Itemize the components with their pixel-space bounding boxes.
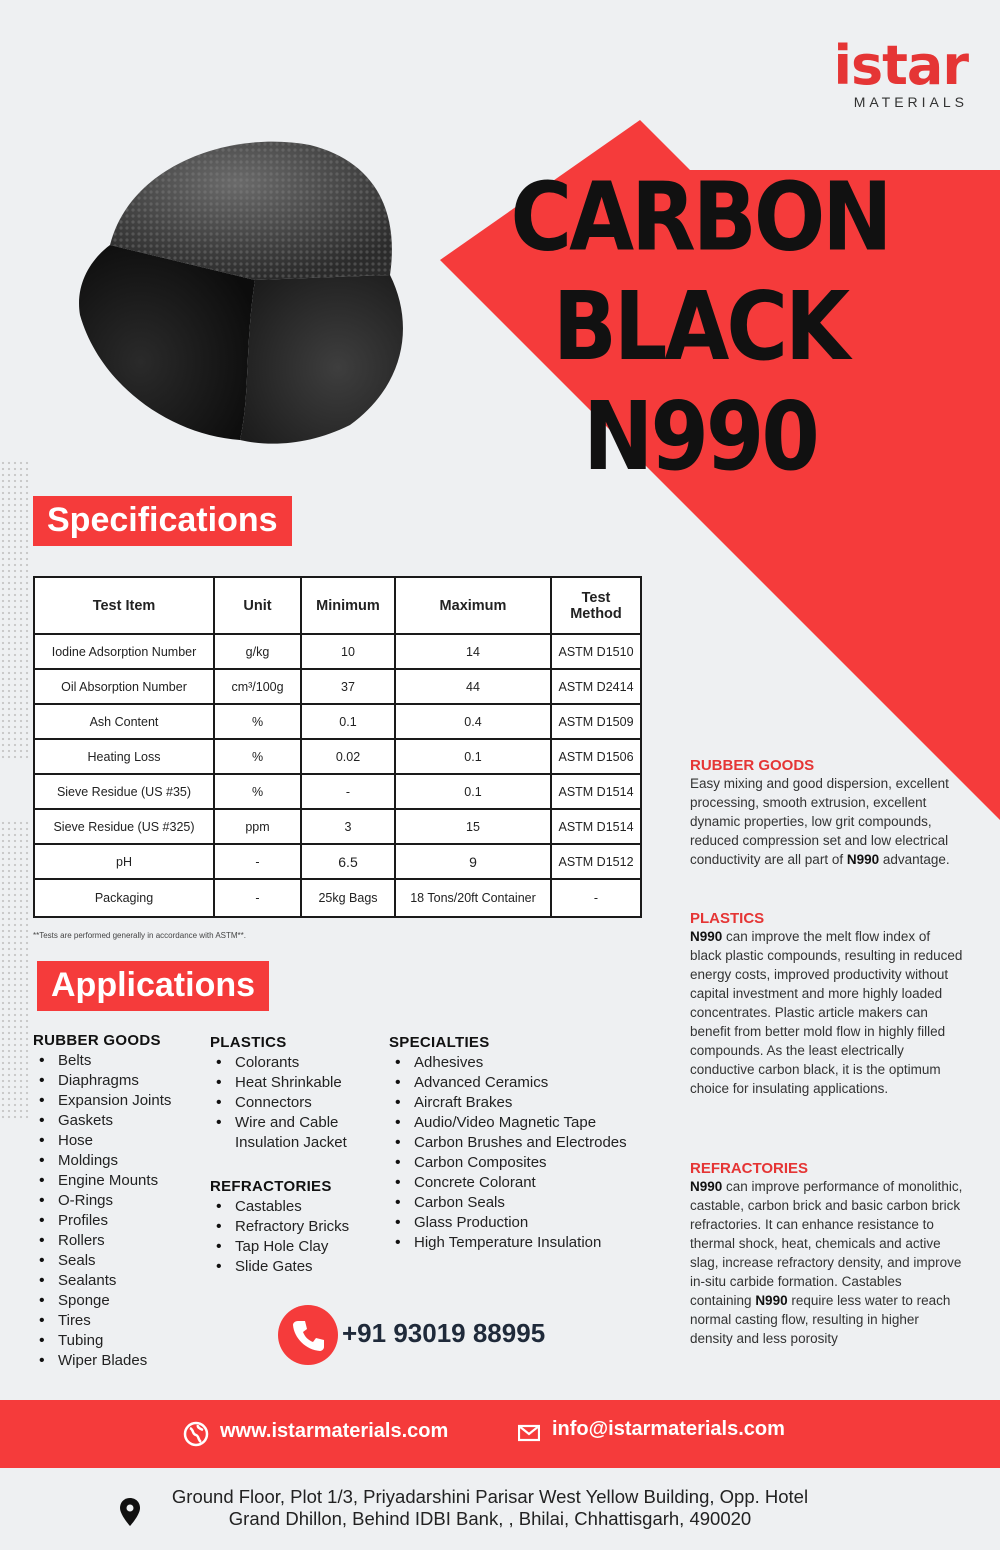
table-cell: 0.1	[395, 774, 551, 809]
table-cell: ASTM D1506	[551, 739, 641, 774]
table-cell: 0.1	[395, 739, 551, 774]
table-cell: Oil Absorption Number	[34, 669, 214, 704]
table-cell: ppm	[214, 809, 301, 844]
refractories-desc-text: N990 can improve performance of monolithic, castable, carbon brick and basic carbon brick refractories. It can enhance resistance to thermal shock, heat, chemicals and active slag, increase refractory density, and improve in-situ carbide formation. Castables containing N990 require less water to reach normal casting flow, resulting in higher density and less porosity	[690, 1179, 963, 1346]
astm-note: **Tests are performed generally in accordance with ASTM**.	[33, 931, 246, 940]
list-item: • Wire and Cable Insulation Jacket	[210, 1113, 380, 1153]
refractories-list	[210, 1178, 380, 1277]
globe-icon	[183, 1421, 209, 1447]
table-cell: -	[301, 774, 395, 809]
list-item: • Adhesives	[389, 1053, 649, 1073]
table-cell: %	[214, 774, 301, 809]
table-cell: 18 Tons/20ft Container	[395, 879, 551, 917]
specifications-heading: Specifications	[33, 496, 292, 546]
refractories-heading: REFRACTORIES	[210, 1178, 332, 1195]
table-row	[34, 704, 641, 739]
table-cell: pH	[34, 844, 214, 879]
list-item: • High Temperature Insulation	[389, 1233, 649, 1253]
column-header: Minimum	[301, 577, 395, 634]
address-line-2: Grand Dhillon, Behind IDBI Bank, , Bhilai, Chhattisgarh, 490020	[228, 1508, 752, 1529]
refractories-description	[690, 1160, 965, 1348]
rubber-goods-list	[33, 1032, 203, 1371]
table-cell: Sieve Residue (US #35)	[34, 774, 214, 809]
email-link[interactable]: info@istarmaterials.com	[552, 1418, 785, 1440]
table-cell: 44	[395, 669, 551, 704]
table-cell: 9	[395, 844, 551, 879]
plastics-list	[210, 1034, 380, 1153]
list-item: • O-Rings	[33, 1191, 203, 1211]
table-row	[34, 669, 641, 704]
dot-pattern	[0, 820, 30, 1120]
table-row	[34, 739, 641, 774]
table-header-row	[34, 577, 641, 634]
list-item: • Rollers	[33, 1231, 203, 1251]
table-cell: -	[214, 844, 301, 879]
list-item: • Carbon Seals	[389, 1193, 649, 1213]
table-row	[34, 879, 641, 917]
table-cell: 0.02	[301, 739, 395, 774]
table-cell: Ash Content	[34, 704, 214, 739]
rubber-goods-desc-text: Easy mixing and good dispersion, excellent processing, smooth extrusion, excellent dynamic properties, low grit compounds, reduced compression set and low electrical conductivity are all part of N990 advantage.	[690, 776, 950, 867]
table-cell: ASTM D1514	[551, 809, 641, 844]
table-cell: ASTM D2414	[551, 669, 641, 704]
logo-text: istar	[833, 34, 968, 97]
list-item: • Aircraft Brakes	[389, 1093, 649, 1113]
table-cell: 37	[301, 669, 395, 704]
list-item: • Engine Mounts	[33, 1171, 203, 1191]
list-item: • Glass Production	[389, 1213, 649, 1233]
table-cell: 3	[301, 809, 395, 844]
list-item: • Connectors	[210, 1093, 380, 1113]
list-item: • Sponge	[33, 1291, 203, 1311]
address	[130, 1486, 850, 1530]
plastics-description	[690, 910, 965, 1098]
column-header: Maximum	[395, 577, 551, 634]
dot-pattern	[0, 460, 30, 760]
table-cell: 6.5	[301, 844, 395, 879]
list-item: • Tires	[33, 1311, 203, 1331]
specialties-heading: SPECIALTIES	[389, 1034, 490, 1051]
footer-contact-bar	[0, 1400, 1000, 1468]
list-item: • Heat Shrinkable	[210, 1073, 380, 1093]
list-item: • Concrete Colorant	[389, 1173, 649, 1193]
table-cell: ASTM D1509	[551, 704, 641, 739]
phone-icon[interactable]	[278, 1305, 338, 1365]
applications-heading: Applications	[37, 961, 269, 1011]
title-line-1: CARBON BLACK	[510, 162, 890, 382]
list-item: • Colorants	[210, 1053, 380, 1073]
table-cell: cm³/100g	[214, 669, 301, 704]
table-cell: 10	[301, 634, 395, 669]
specialties-list	[389, 1034, 649, 1253]
rubber-goods-desc-heading: RUBBER GOODS	[690, 757, 815, 774]
specifications-table	[33, 576, 642, 918]
table-cell: g/kg	[214, 634, 301, 669]
list-item: • Belts	[33, 1051, 203, 1071]
table-row	[34, 774, 641, 809]
table-cell: Heating Loss	[34, 739, 214, 774]
logo-subtext: MATERIALS	[853, 94, 968, 110]
list-item: • Castables	[210, 1197, 380, 1217]
list-item: • Audio/Video Magnetic Tape	[389, 1113, 649, 1133]
plastics-desc-heading: PLASTICS	[690, 910, 765, 927]
list-item: • Expansion Joints	[33, 1091, 203, 1111]
table-cell: Packaging	[34, 879, 214, 917]
list-item: • Hose	[33, 1131, 203, 1151]
list-item: • Moldings	[33, 1151, 203, 1171]
address-line-1: Ground Floor, Plot 1/3, Priyadarshini Parisar West Yellow Building, Opp. Hotel	[171, 1486, 809, 1507]
table-cell: ASTM D1514	[551, 774, 641, 809]
mail-icon	[518, 1424, 540, 1442]
list-item: • Advanced Ceramics	[389, 1073, 649, 1093]
list-item: • Tap Hole Clay	[210, 1237, 380, 1257]
table-cell: Sieve Residue (US #325)	[34, 809, 214, 844]
list-item: • Diaphragms	[33, 1071, 203, 1091]
rubber-goods-description	[690, 757, 965, 869]
column-header: Unit	[214, 577, 301, 634]
list-item: • Carbon Brushes and Electrodes	[389, 1133, 649, 1153]
refractories-desc-heading: REFRACTORIES	[690, 1160, 809, 1177]
title-line-2: N990	[583, 381, 817, 492]
list-item: • Tubing	[33, 1331, 203, 1351]
table-cell: %	[214, 704, 301, 739]
website-link[interactable]: www.istarmaterials.com	[220, 1420, 449, 1442]
table-cell: %	[214, 739, 301, 774]
phone-number[interactable]: +91 93019 88995	[342, 1318, 546, 1348]
list-item: • Carbon Composites	[389, 1153, 649, 1173]
table-cell: 0.4	[395, 704, 551, 739]
table-row	[34, 809, 641, 844]
list-item: • Profiles	[33, 1211, 203, 1231]
column-header: Test Method	[551, 577, 641, 634]
list-item: • Wiper Blades	[33, 1351, 203, 1371]
plastics-heading: PLASTICS	[210, 1034, 287, 1051]
table-cell: -	[551, 879, 641, 917]
table-row	[34, 634, 641, 669]
list-item: • Refractory Bricks	[210, 1217, 380, 1237]
table-cell: 14	[395, 634, 551, 669]
list-item: • Seals	[33, 1251, 203, 1271]
table-cell: 25kg Bags	[301, 879, 395, 917]
list-item: • Slide Gates	[210, 1257, 380, 1277]
list-item: • Sealants	[33, 1271, 203, 1291]
table-cell: 0.1	[301, 704, 395, 739]
table-cell: ASTM D1510	[551, 634, 641, 669]
product-title	[420, 162, 980, 491]
table-cell: ASTM D1512	[551, 844, 641, 879]
table-row	[34, 844, 641, 879]
carbon-black-powder-image	[70, 135, 420, 455]
plastics-desc-text: N990 can improve the melt flow index of black plastic compounds, resulting in reduced energy costs, improved productivity without capital investment and more highly loaded concentrates. Plastic article makers can benefit from better mold flow in highly filled compounds. As the least electrically conductive carbon black, it is the optimum choice for insulating applications.	[690, 929, 963, 1096]
column-header: Test Item	[34, 577, 214, 634]
table-cell: Iodine Adsorption Number	[34, 634, 214, 669]
table-cell: 15	[395, 809, 551, 844]
list-item: • Gaskets	[33, 1111, 203, 1131]
rubber-goods-heading: RUBBER GOODS	[33, 1032, 161, 1049]
table-cell: -	[214, 879, 301, 917]
brand-logo	[828, 34, 968, 128]
